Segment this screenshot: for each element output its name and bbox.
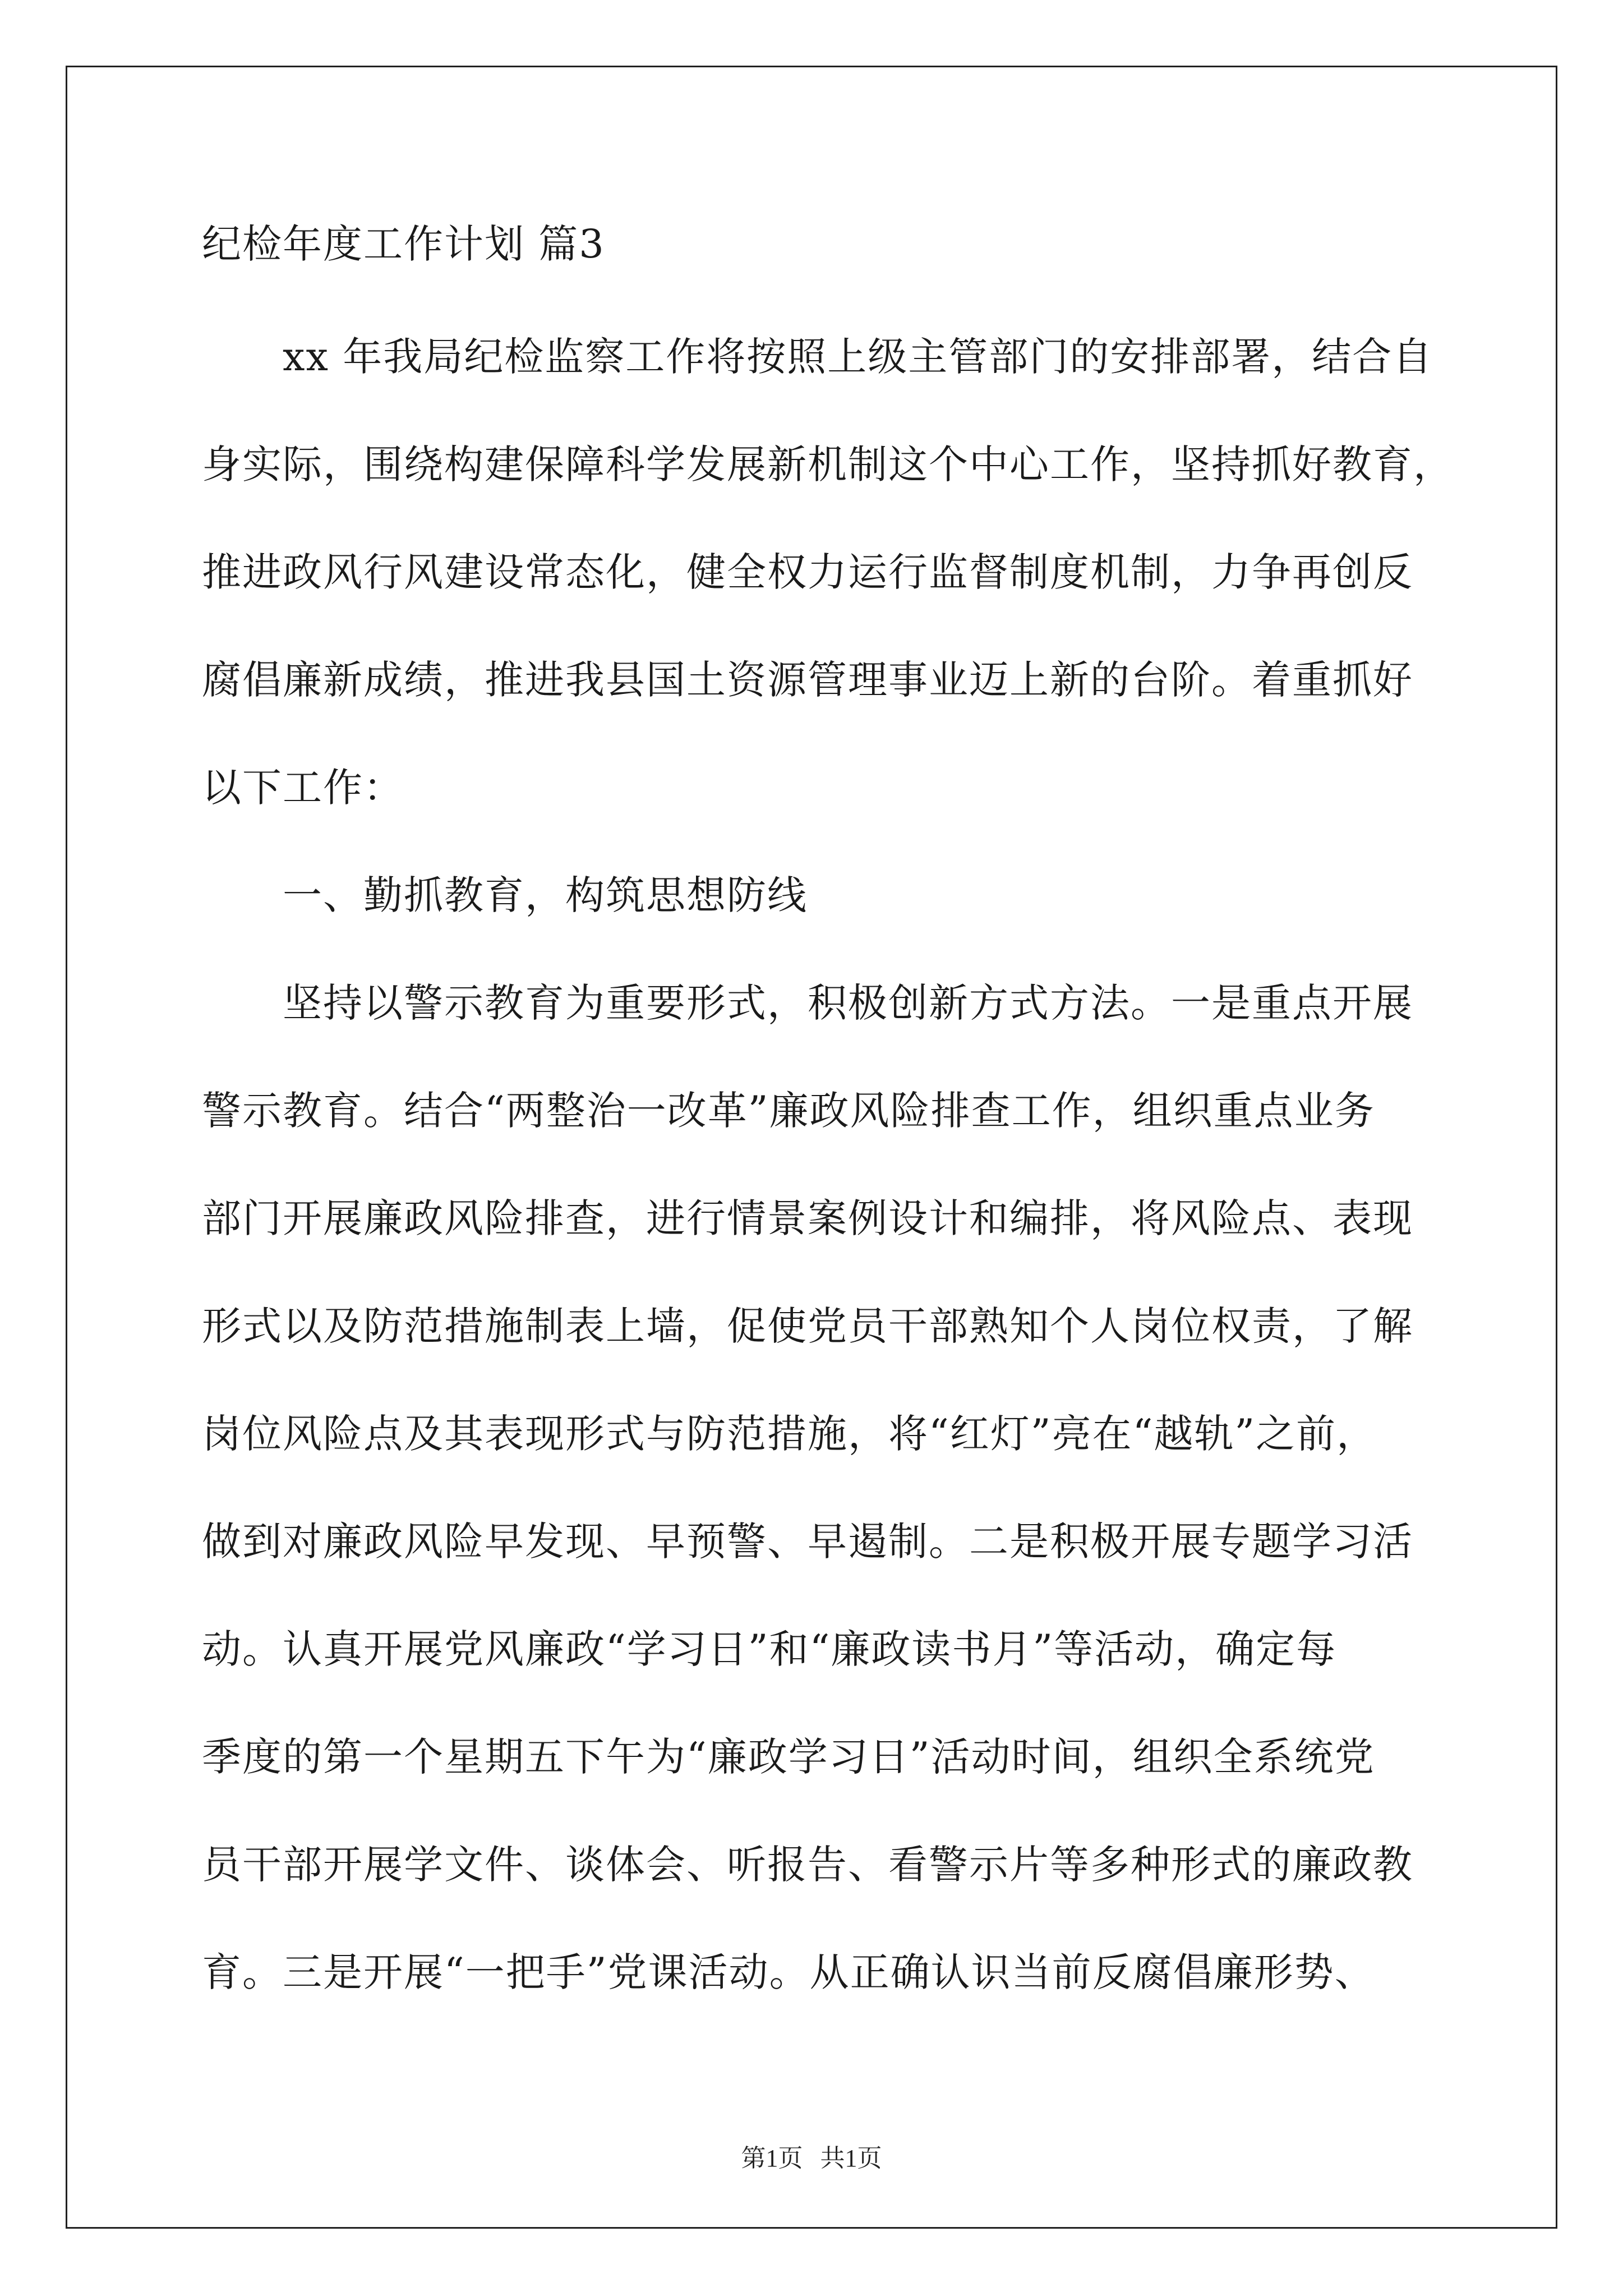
text-line: 身实际，围绕构建保障科学发展新机制这个中心工作，坚持抓好教育， <box>202 441 1454 487</box>
text-line: 岗位风险点及其表现形式与防范措施，将“红灯”亮在“越轨”之前， <box>202 1411 1377 1457</box>
page-total: 共1页 <box>820 2145 882 2172</box>
text-line: 以下工作： <box>202 765 404 811</box>
text-line: 员干部开展学文件、谈体会、听报告、看警示片等多种形式的廉政教 <box>202 1842 1413 1888</box>
text-line: 腐倡廉新成绩，推进我县国土资源管理事业迈上新的台阶。着重抓好 <box>202 657 1413 703</box>
text-line: 做到对廉政风险早发现、早预警、早遏制。二是积极开展专题学习活 <box>202 1519 1413 1565</box>
text-line: 育。三是开展“一把手”党课活动。从正确认识当前反腐倡廉形势、 <box>202 1949 1375 1995</box>
text-line: xx 年我局纪检监察工作将按照上级主管部门的安排部署，结合自 <box>202 334 1433 380</box>
text-line: 形式以及防范措施制表上墙，促使党员干部熟知个人岗位权责，了解 <box>202 1303 1413 1349</box>
text-line: 警示教育。结合“两整治一改革”廉政风险排查工作，组织重点业务 <box>202 1088 1375 1134</box>
page-footer <box>0 2142 1623 2175</box>
text-line: 部门开展廉政风险排查，进行情景案例设计和编排，将风险点、表现 <box>202 1195 1413 1241</box>
text-line: 推进政风行风建设常态化，健全权力运行监督制度机制，力争再创反 <box>202 549 1413 595</box>
document-title: 纪检年度工作计划 篇3 <box>202 221 605 267</box>
text-line: 季度的第一个星期五下午为“廉政学习日”活动时间，组织全系统党 <box>202 1734 1375 1780</box>
text-line: 动。认真开展党风廉政“学习日”和“廉政读书月”等活动，确定每 <box>202 1626 1337 1672</box>
section-heading: 一、勤抓教育，构筑思想防线 <box>202 872 808 918</box>
document-body <box>202 213 1455 2026</box>
page-number: 第1页 <box>741 2145 803 2172</box>
text-line: 坚持以警示教育为重要形式，积极创新方式方法。一是重点开展 <box>202 980 1413 1026</box>
